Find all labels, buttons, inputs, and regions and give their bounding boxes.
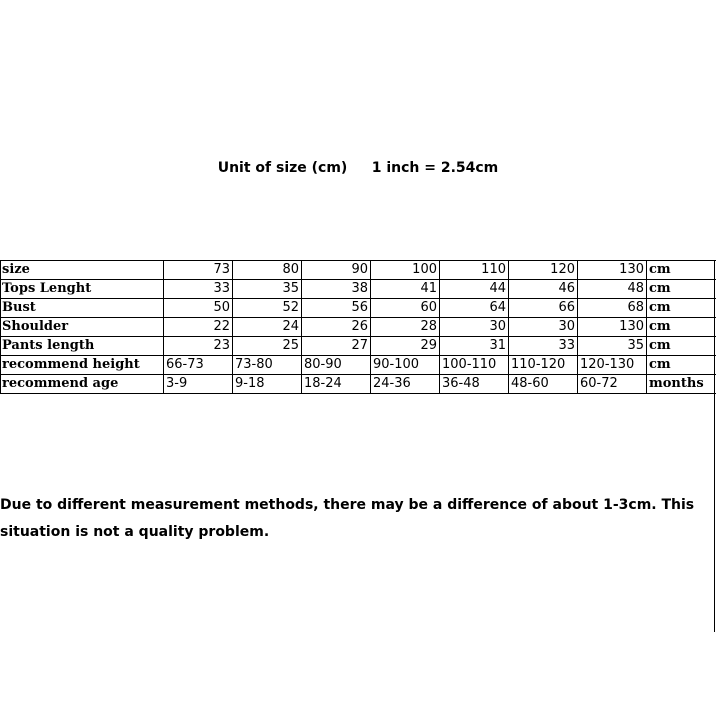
table-cell: 46 — [509, 280, 578, 299]
table-cell: 90 — [302, 261, 371, 280]
table-cell: 130 — [578, 261, 647, 280]
table-cell: 48-60 — [509, 375, 578, 394]
table-cell: 48 — [578, 280, 647, 299]
table-cell: 120 — [509, 261, 578, 280]
row-label: Bust — [1, 299, 164, 318]
table-cell: 31 — [440, 337, 509, 356]
unit-cell: cm — [647, 318, 716, 337]
measurement-note: Due to different measurement methods, there may be a difference of about 1-3cm. This situation is not a quality problem. — [0, 497, 695, 540]
table-cell: 52 — [233, 299, 302, 318]
right-edge-divider — [714, 260, 715, 632]
table-row — [1, 280, 716, 299]
row-label: size — [1, 261, 164, 280]
table-cell: 23 — [164, 337, 233, 356]
table-cell: 38 — [302, 280, 371, 299]
table-cell: 27 — [302, 337, 371, 356]
table-cell: 64 — [440, 299, 509, 318]
table-cell: 35 — [233, 280, 302, 299]
table-cell: 110-120 — [509, 356, 578, 375]
table-cell: 18-24 — [302, 375, 371, 394]
table-cell: 56 — [302, 299, 371, 318]
table-cell: 22 — [164, 318, 233, 337]
table-cell: 26 — [302, 318, 371, 337]
table-cell: 33 — [509, 337, 578, 356]
unit-cell: cm — [647, 280, 716, 299]
table-cell: 3-9 — [164, 375, 233, 394]
table-cell: 41 — [371, 280, 440, 299]
table-cell: 25 — [233, 337, 302, 356]
table-cell: 110 — [440, 261, 509, 280]
row-label: Tops Lenght — [1, 280, 164, 299]
unit-cell: cm — [647, 337, 716, 356]
table-cell: 36-48 — [440, 375, 509, 394]
table-cell: 68 — [578, 299, 647, 318]
table-cell: 73 — [164, 261, 233, 280]
unit-of-size-title: Unit of size (cm) 1 inch = 2.54cm — [217, 160, 499, 176]
table-cell: 44 — [440, 280, 509, 299]
table-cell: 9-18 — [233, 375, 302, 394]
unit-cell: months — [647, 375, 716, 394]
table-cell: 24 — [233, 318, 302, 337]
table-row — [1, 375, 716, 394]
table-cell: 30 — [440, 318, 509, 337]
table-cell: 60-72 — [578, 375, 647, 394]
table-cell: 120-130 — [578, 356, 647, 375]
table-cell: 50 — [164, 299, 233, 318]
table-cell: 100 — [371, 261, 440, 280]
table-cell: 66 — [509, 299, 578, 318]
size-chart-table — [0, 260, 716, 394]
table-cell: 29 — [371, 337, 440, 356]
unit-cell: cm — [647, 356, 716, 375]
table-cell: 90-100 — [371, 356, 440, 375]
table-cell: 80 — [233, 261, 302, 280]
table-row — [1, 356, 716, 375]
table-row — [1, 337, 716, 356]
table-cell: 30 — [509, 318, 578, 337]
table-row — [1, 261, 716, 280]
table-row — [1, 318, 716, 337]
unit-cell: cm — [647, 261, 716, 280]
table-cell: 80-90 — [302, 356, 371, 375]
table-cell: 28 — [371, 318, 440, 337]
row-label: Pants length — [1, 337, 164, 356]
table-cell: 60 — [371, 299, 440, 318]
table-cell: 66-73 — [164, 356, 233, 375]
table-cell: 35 — [578, 337, 647, 356]
row-label: recommend height — [1, 356, 164, 375]
table-cell: 73-80 — [233, 356, 302, 375]
table-cell: 100-110 — [440, 356, 509, 375]
row-label: recommend age — [1, 375, 164, 394]
table-cell: 130 — [578, 318, 647, 337]
unit-cell: cm — [647, 299, 716, 318]
table-row — [1, 299, 716, 318]
table-cell: 24-36 — [371, 375, 440, 394]
table-cell: 33 — [164, 280, 233, 299]
row-label: Shoulder — [1, 318, 164, 337]
size-chart-body — [1, 261, 716, 394]
